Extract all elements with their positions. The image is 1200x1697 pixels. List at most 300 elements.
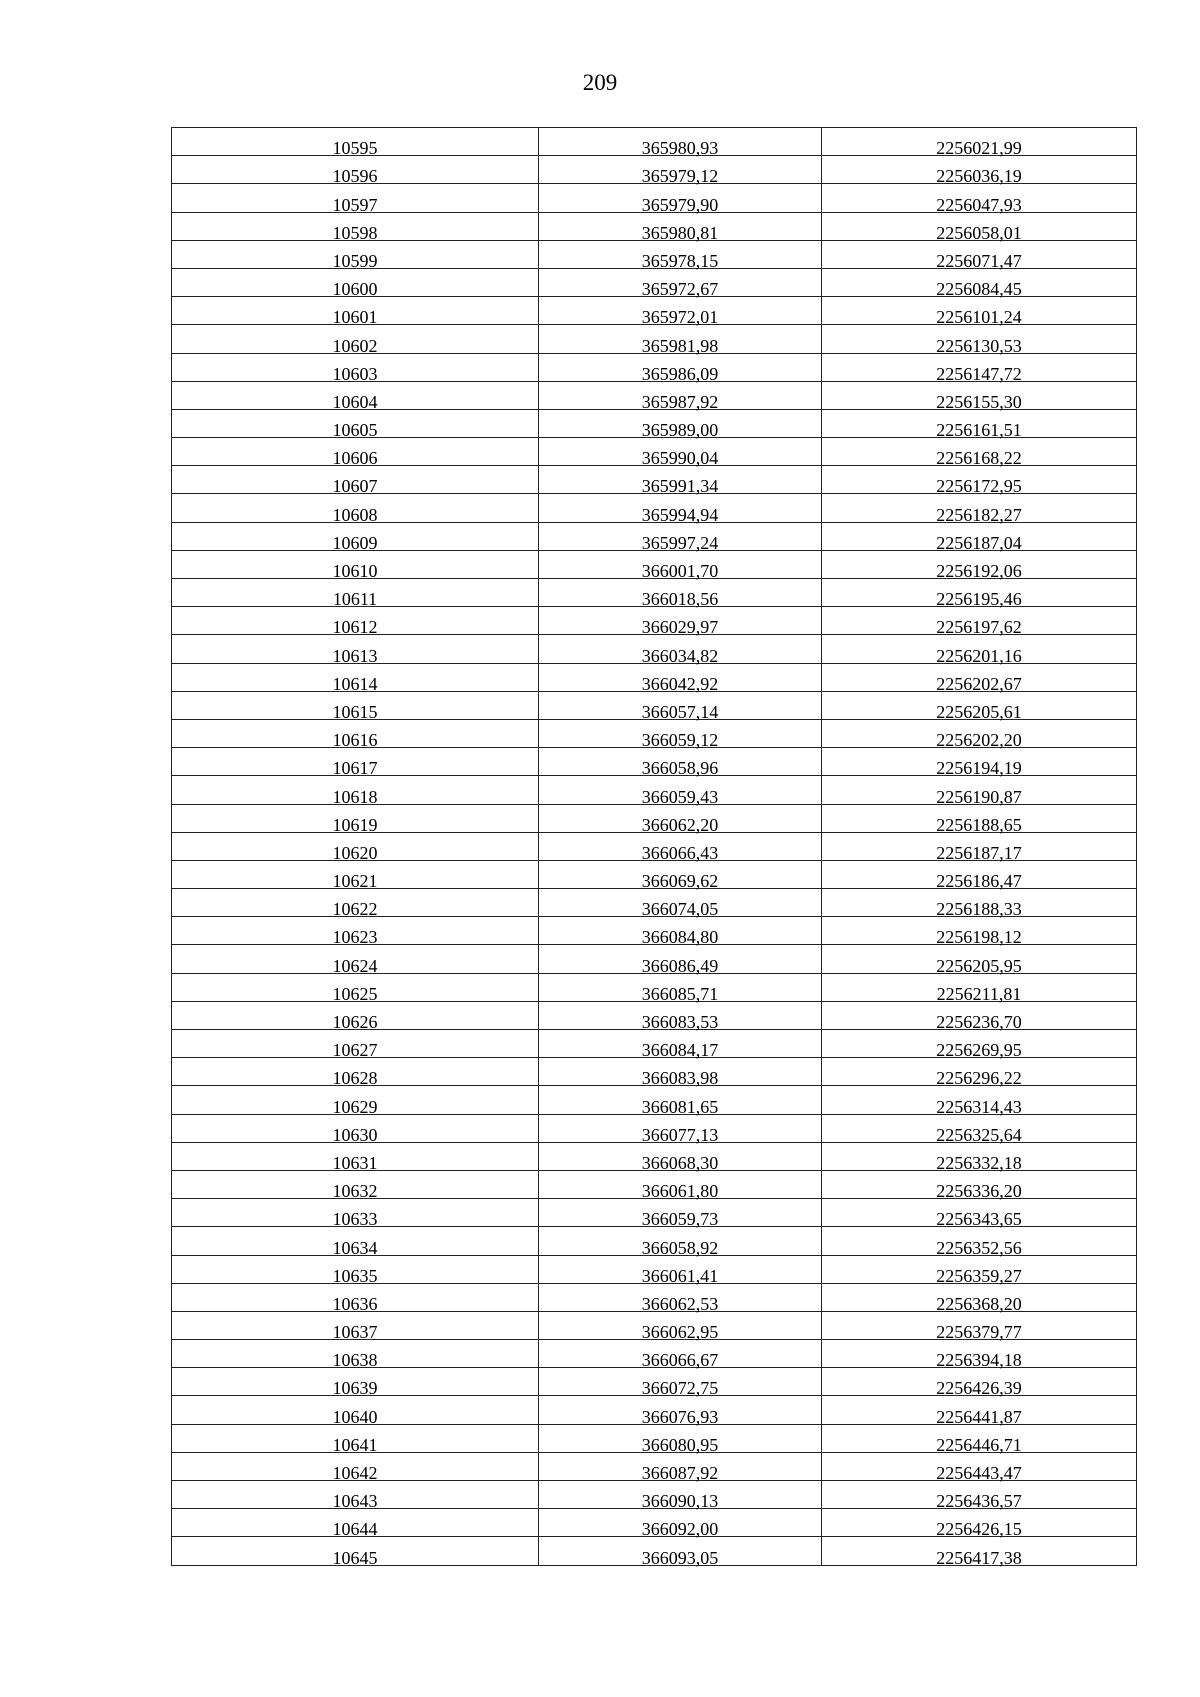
y-coordinate-value: 2256071,47 xyxy=(936,250,1022,271)
point-number-cell xyxy=(172,1537,539,1568)
point-number-value: 10603 xyxy=(332,363,378,384)
x-coordinate-value: 366090,13 xyxy=(641,1491,719,1512)
x-coordinate-value: 366061,80 xyxy=(641,1181,719,1202)
x-coordinate-value: 365972,67 xyxy=(641,279,719,300)
point-number-cell xyxy=(172,1452,539,1483)
table-row xyxy=(172,945,1137,973)
y-coordinate-value: 2256036,19 xyxy=(936,166,1022,187)
point-number-value: 10601 xyxy=(332,307,378,328)
x-coordinate-cell xyxy=(539,1199,822,1230)
point-number-cell xyxy=(172,1311,539,1343)
table-row xyxy=(172,776,1137,804)
y-coordinate-value: 2256205,61 xyxy=(936,701,1022,722)
table-row xyxy=(172,212,1137,240)
y-coordinate-value: 2256021,99 xyxy=(936,138,1022,159)
y-coordinate-value: 2256417,38 xyxy=(936,1547,1022,1568)
table-row xyxy=(172,438,1137,466)
point-number-value: 10610 xyxy=(332,561,378,581)
y-coordinate-value: 2256359,27 xyxy=(936,1265,1022,1286)
x-coordinate-value: 366029,97 xyxy=(641,617,719,638)
y-coordinate-cell xyxy=(822,579,1137,610)
y-coordinate-value: 2256172,95 xyxy=(936,476,1022,497)
table-row xyxy=(172,635,1137,663)
point-number-value: 10630 xyxy=(332,1124,378,1145)
point-number-cell xyxy=(172,1199,539,1230)
y-coordinate-cell xyxy=(822,1227,1137,1258)
point-number-value: 10612 xyxy=(332,617,378,638)
table-row xyxy=(172,494,1137,522)
x-coordinate-value: 366074,05 xyxy=(641,899,719,920)
y-coordinate-cell xyxy=(822,1537,1137,1568)
y-coordinate-cell xyxy=(822,438,1137,469)
y-coordinate-value: 2256269,95 xyxy=(936,1040,1022,1061)
x-coordinate-value: 366062,53 xyxy=(641,1293,719,1314)
table-row xyxy=(172,719,1137,747)
y-coordinate-cell xyxy=(822,691,1137,722)
table-row xyxy=(172,297,1137,325)
x-coordinate-value: 366083,98 xyxy=(641,1068,719,1089)
x-coordinate-cell xyxy=(539,353,822,384)
point-number-value: 10639 xyxy=(332,1378,378,1399)
point-number-cell xyxy=(172,973,539,1004)
y-coordinate-value: 2256195,46 xyxy=(936,589,1022,610)
point-number-value: 10614 xyxy=(332,673,378,694)
point-number-value: 10636 xyxy=(332,1293,378,1314)
x-coordinate-cell xyxy=(539,832,822,863)
point-number-value: 10629 xyxy=(332,1096,378,1117)
y-coordinate-cell xyxy=(822,945,1137,976)
point-number-cell xyxy=(172,719,539,751)
x-coordinate-cell xyxy=(539,1001,822,1032)
point-number-value: 10632 xyxy=(332,1181,378,1202)
y-coordinate-value: 2256186,47 xyxy=(936,871,1022,892)
x-coordinate-cell xyxy=(539,1311,822,1343)
point-number-value: 10638 xyxy=(332,1350,378,1371)
y-coordinate-cell xyxy=(822,663,1137,694)
point-number-value: 10633 xyxy=(332,1209,378,1230)
y-coordinate-value: 2256202,20 xyxy=(936,730,1022,751)
table-row xyxy=(172,1340,1137,1368)
y-coordinate-value: 2256187,04 xyxy=(936,532,1022,553)
point-number-cell xyxy=(172,466,539,497)
y-coordinate-cell xyxy=(822,1030,1137,1061)
y-coordinate-cell xyxy=(822,1396,1137,1427)
table-row xyxy=(172,1537,1137,1565)
point-number-cell xyxy=(172,1368,539,1399)
x-coordinate-value: 366062,95 xyxy=(641,1322,719,1343)
x-coordinate-cell xyxy=(539,438,822,469)
table-row xyxy=(172,1170,1137,1198)
y-coordinate-value: 2256187,17 xyxy=(936,842,1022,863)
y-coordinate-value: 2256343,65 xyxy=(936,1209,1022,1230)
y-coordinate-cell xyxy=(822,353,1137,384)
y-coordinate-value: 2256325,64 xyxy=(936,1124,1022,1145)
x-coordinate-cell xyxy=(539,804,822,835)
x-coordinate-cell xyxy=(539,128,822,159)
point-number-cell xyxy=(172,1340,539,1371)
x-coordinate-value: 366018,56 xyxy=(641,589,719,610)
table-row xyxy=(172,579,1137,607)
y-coordinate-value: 2256336,20 xyxy=(936,1181,1022,1202)
y-coordinate-value: 2256194,19 xyxy=(936,758,1022,779)
y-coordinate-cell xyxy=(822,1481,1137,1512)
point-number-cell xyxy=(172,550,539,581)
table-row xyxy=(172,325,1137,353)
table-row xyxy=(172,550,1137,578)
point-number-value: 10616 xyxy=(332,730,378,751)
y-coordinate-cell xyxy=(822,1452,1137,1483)
page-number: 209 xyxy=(582,70,618,95)
x-coordinate-cell xyxy=(539,748,822,779)
x-coordinate-value: 366059,73 xyxy=(641,1209,719,1230)
x-coordinate-cell xyxy=(539,945,822,976)
point-number-cell xyxy=(172,1424,539,1455)
y-coordinate-value: 2256201,16 xyxy=(936,645,1022,666)
y-coordinate-cell xyxy=(822,1255,1137,1286)
point-number-cell xyxy=(172,1086,539,1117)
point-number-value: 10602 xyxy=(332,335,378,356)
y-coordinate-cell xyxy=(822,522,1137,553)
y-coordinate-value: 2256314,43 xyxy=(936,1096,1022,1117)
point-number-cell xyxy=(172,297,539,328)
x-coordinate-cell xyxy=(539,1424,822,1455)
x-coordinate-value: 365979,90 xyxy=(641,194,719,215)
x-coordinate-value: 365989,00 xyxy=(641,420,719,441)
x-coordinate-cell xyxy=(539,268,822,300)
y-coordinate-cell xyxy=(822,297,1137,328)
point-number-value: 10644 xyxy=(332,1519,378,1540)
y-coordinate-cell xyxy=(822,1283,1137,1314)
y-coordinate-value: 2256188,65 xyxy=(936,814,1022,835)
x-coordinate-value: 365979,12 xyxy=(641,166,719,187)
point-number-value: 10604 xyxy=(332,391,378,412)
point-number-cell xyxy=(172,409,539,441)
point-number-value: 10600 xyxy=(332,279,378,300)
x-coordinate-cell xyxy=(539,1340,822,1371)
y-coordinate-value: 2256426,39 xyxy=(936,1378,1022,1399)
x-coordinate-cell xyxy=(539,381,822,412)
point-number-cell xyxy=(172,268,539,300)
y-coordinate-cell xyxy=(822,1311,1137,1343)
point-number-value: 10631 xyxy=(332,1152,378,1173)
x-coordinate-cell xyxy=(539,240,822,271)
x-coordinate-value: 366077,13 xyxy=(641,1124,719,1145)
y-coordinate-value: 2256182,27 xyxy=(936,504,1022,525)
x-coordinate-value: 366062,20 xyxy=(641,814,719,835)
point-number-cell xyxy=(172,860,539,892)
y-coordinate-cell xyxy=(822,804,1137,835)
y-coordinate-value: 2256190,87 xyxy=(936,786,1022,807)
y-coordinate-cell xyxy=(822,748,1137,779)
table-row xyxy=(172,804,1137,832)
point-number-cell xyxy=(172,889,539,920)
y-coordinate-cell xyxy=(822,635,1137,666)
x-coordinate-cell xyxy=(539,466,822,497)
y-coordinate-value: 2256161,51 xyxy=(936,420,1022,441)
x-coordinate-cell xyxy=(539,1030,822,1061)
x-coordinate-cell xyxy=(539,297,822,328)
table-row xyxy=(172,466,1137,494)
point-number-cell xyxy=(172,945,539,976)
y-coordinate-value: 2256058,01 xyxy=(936,222,1022,243)
point-number-cell xyxy=(172,522,539,553)
table-row xyxy=(172,832,1137,860)
point-number-cell xyxy=(172,1001,539,1032)
point-number-cell xyxy=(172,1142,539,1173)
y-coordinate-cell xyxy=(822,1340,1137,1371)
point-number-value: 10619 xyxy=(332,814,378,835)
y-coordinate-cell xyxy=(822,1368,1137,1399)
x-coordinate-value: 366072,75 xyxy=(641,1378,719,1399)
table-row xyxy=(172,1142,1137,1170)
point-number-cell xyxy=(172,494,539,525)
point-number-value: 10605 xyxy=(332,420,378,441)
y-coordinate-cell xyxy=(822,409,1137,441)
point-number-cell xyxy=(172,804,539,835)
x-coordinate-value: 366093,05 xyxy=(641,1547,719,1568)
y-coordinate-cell xyxy=(822,1114,1137,1145)
table-row xyxy=(172,1199,1137,1227)
point-number-cell xyxy=(172,1255,539,1286)
x-coordinate-value: 365990,04 xyxy=(641,448,719,469)
x-coordinate-value: 366083,53 xyxy=(641,1012,719,1032)
point-number-cell xyxy=(172,748,539,779)
point-number-value: 10606 xyxy=(332,448,378,469)
table-row xyxy=(172,522,1137,550)
table-row xyxy=(172,353,1137,381)
point-number-value: 10607 xyxy=(332,476,378,497)
point-number-cell xyxy=(172,776,539,807)
x-coordinate-cell xyxy=(539,691,822,722)
table-row xyxy=(172,1114,1137,1142)
y-coordinate-cell xyxy=(822,1058,1137,1089)
table-row xyxy=(172,860,1137,888)
x-coordinate-value: 366080,95 xyxy=(641,1434,719,1455)
point-number-cell xyxy=(172,1396,539,1427)
x-coordinate-cell xyxy=(539,212,822,243)
y-coordinate-cell xyxy=(822,1509,1137,1540)
y-coordinate-cell xyxy=(822,1086,1137,1117)
x-coordinate-cell xyxy=(539,860,822,892)
point-number-cell xyxy=(172,1509,539,1540)
x-coordinate-cell xyxy=(539,1058,822,1089)
x-coordinate-cell xyxy=(539,776,822,807)
point-number-value: 10613 xyxy=(332,645,378,666)
x-coordinate-cell xyxy=(539,184,822,215)
x-coordinate-cell xyxy=(539,663,822,694)
table-row xyxy=(172,1058,1137,1086)
point-number-value: 10641 xyxy=(332,1434,378,1455)
y-coordinate-value: 2256352,56 xyxy=(936,1237,1022,1258)
x-coordinate-cell xyxy=(539,889,822,920)
y-coordinate-cell xyxy=(822,494,1137,525)
point-number-cell xyxy=(172,1030,539,1061)
y-coordinate-value: 2256155,30 xyxy=(936,391,1022,412)
x-coordinate-value: 365981,98 xyxy=(641,335,719,356)
y-coordinate-value: 2256198,12 xyxy=(936,927,1022,948)
table-row xyxy=(172,409,1137,437)
x-coordinate-value: 365980,81 xyxy=(641,222,719,243)
table-row xyxy=(172,691,1137,719)
point-number-cell xyxy=(172,635,539,666)
y-coordinate-value: 2256394,18 xyxy=(936,1350,1022,1371)
table-row xyxy=(172,607,1137,635)
x-coordinate-cell xyxy=(539,719,822,751)
y-coordinate-cell xyxy=(822,1424,1137,1455)
point-number-value: 10623 xyxy=(332,927,378,948)
x-coordinate-value: 365980,93 xyxy=(641,138,719,159)
y-coordinate-cell xyxy=(822,719,1137,751)
y-coordinate-value: 2256296,22 xyxy=(936,1068,1022,1089)
y-coordinate-value: 2256205,95 xyxy=(936,955,1022,976)
x-coordinate-value: 366059,43 xyxy=(641,786,719,807)
point-number-value: 10635 xyxy=(332,1265,378,1286)
x-coordinate-value: 365986,09 xyxy=(641,363,719,384)
point-number-value: 10615 xyxy=(332,701,378,722)
point-number-value: 10621 xyxy=(332,871,378,892)
x-coordinate-value: 366057,14 xyxy=(641,701,719,722)
y-coordinate-cell xyxy=(822,832,1137,863)
point-number-cell xyxy=(172,1114,539,1145)
point-number-cell xyxy=(172,438,539,469)
table-row xyxy=(172,240,1137,268)
x-coordinate-value: 366076,93 xyxy=(641,1406,719,1427)
x-coordinate-value: 366084,17 xyxy=(641,1040,719,1061)
point-number-cell xyxy=(172,353,539,384)
point-number-cell xyxy=(172,325,539,356)
y-coordinate-value: 2256211,81 xyxy=(936,983,1022,1004)
y-coordinate-cell xyxy=(822,381,1137,412)
x-coordinate-cell xyxy=(539,1086,822,1117)
y-coordinate-cell xyxy=(822,466,1137,497)
table-row xyxy=(172,184,1137,212)
point-number-cell xyxy=(172,663,539,694)
table-row xyxy=(172,1030,1137,1058)
point-number-value: 10634 xyxy=(332,1237,378,1258)
x-coordinate-cell xyxy=(539,579,822,610)
y-coordinate-value: 2256202,67 xyxy=(936,673,1022,694)
x-coordinate-cell xyxy=(539,494,822,525)
table-row xyxy=(172,268,1137,296)
x-coordinate-cell xyxy=(539,1481,822,1512)
point-number-value: 10599 xyxy=(332,250,378,271)
x-coordinate-cell xyxy=(539,1227,822,1258)
point-number-cell xyxy=(172,1283,539,1314)
x-coordinate-value: 366069,62 xyxy=(641,871,719,892)
x-coordinate-value: 366058,96 xyxy=(641,758,719,779)
point-number-value: 10596 xyxy=(332,166,378,187)
x-coordinate-value: 366085,71 xyxy=(641,983,719,1004)
point-number-cell xyxy=(172,607,539,638)
x-coordinate-value: 365987,92 xyxy=(641,391,719,412)
point-number-cell xyxy=(172,1227,539,1258)
x-coordinate-value: 365972,01 xyxy=(641,307,719,328)
x-coordinate-cell xyxy=(539,607,822,638)
y-coordinate-value: 2256147,72 xyxy=(936,363,1022,384)
point-number-value: 10645 xyxy=(332,1547,378,1568)
point-number-cell xyxy=(172,1058,539,1089)
y-coordinate-value: 2256168,22 xyxy=(936,448,1022,469)
table-row xyxy=(172,917,1137,945)
y-coordinate-cell xyxy=(822,550,1137,581)
y-coordinate-cell xyxy=(822,1199,1137,1230)
point-number-value: 10618 xyxy=(332,786,378,807)
point-number-cell xyxy=(172,184,539,215)
point-number-cell xyxy=(172,917,539,948)
x-coordinate-value: 366086,49 xyxy=(641,955,719,976)
y-coordinate-cell xyxy=(822,607,1137,638)
point-number-cell xyxy=(172,156,539,187)
point-number-cell xyxy=(172,240,539,271)
y-coordinate-value: 2256101,24 xyxy=(936,307,1022,328)
point-number-value: 10611 xyxy=(332,589,378,610)
table-row xyxy=(172,1481,1137,1509)
coordinates-table xyxy=(171,127,1137,1566)
point-number-value: 10643 xyxy=(332,1491,378,1512)
table-row xyxy=(172,1283,1137,1311)
y-coordinate-value: 2256130,53 xyxy=(936,335,1022,356)
y-coordinate-value: 2256188,33 xyxy=(936,899,1022,920)
x-coordinate-value: 366059,12 xyxy=(641,730,719,751)
y-coordinate-value: 2256368,20 xyxy=(936,1293,1022,1314)
y-coordinate-cell xyxy=(822,973,1137,1004)
point-number-cell xyxy=(172,691,539,722)
x-coordinate-cell xyxy=(539,917,822,948)
table-row xyxy=(172,1311,1137,1339)
y-coordinate-value: 2256192,06 xyxy=(936,561,1022,581)
table-row xyxy=(172,1424,1137,1452)
coordinates-table-body xyxy=(172,128,1137,1566)
y-coordinate-value: 2256236,70 xyxy=(936,1012,1022,1032)
x-coordinate-value: 365997,24 xyxy=(641,532,719,553)
y-coordinate-value: 2256426,15 xyxy=(936,1519,1022,1540)
table-row xyxy=(172,748,1137,776)
point-number-value: 10628 xyxy=(332,1068,378,1089)
x-coordinate-cell xyxy=(539,1114,822,1145)
y-coordinate-cell xyxy=(822,325,1137,356)
x-coordinate-value: 366087,92 xyxy=(641,1463,719,1483)
x-coordinate-cell xyxy=(539,550,822,581)
y-coordinate-cell xyxy=(822,889,1137,920)
x-coordinate-value: 366001,70 xyxy=(641,561,719,581)
y-coordinate-cell xyxy=(822,1142,1137,1173)
x-coordinate-cell xyxy=(539,1170,822,1202)
x-coordinate-cell xyxy=(539,1396,822,1427)
x-coordinate-cell xyxy=(539,1142,822,1173)
x-coordinate-value: 366066,43 xyxy=(641,842,719,863)
x-coordinate-cell xyxy=(539,1452,822,1483)
point-number-value: 10609 xyxy=(332,532,378,553)
point-number-value: 10640 xyxy=(332,1406,378,1427)
x-coordinate-value: 366081,65 xyxy=(641,1096,719,1117)
point-number-value: 10598 xyxy=(332,222,378,243)
y-coordinate-value: 2256436,57 xyxy=(936,1491,1022,1512)
x-coordinate-cell xyxy=(539,409,822,441)
point-number-value: 10642 xyxy=(332,1463,378,1483)
point-number-cell xyxy=(172,212,539,243)
x-coordinate-value: 365978,15 xyxy=(641,250,719,271)
table-row xyxy=(172,1001,1137,1029)
x-coordinate-cell xyxy=(539,973,822,1004)
x-coordinate-value: 366084,80 xyxy=(641,927,719,948)
y-coordinate-cell xyxy=(822,776,1137,807)
x-coordinate-cell xyxy=(539,1283,822,1314)
x-coordinate-cell xyxy=(539,1509,822,1540)
point-number-value: 10597 xyxy=(332,194,378,215)
y-coordinate-cell xyxy=(822,1170,1137,1202)
x-coordinate-value: 365991,34 xyxy=(641,476,719,497)
table-row xyxy=(172,128,1137,156)
